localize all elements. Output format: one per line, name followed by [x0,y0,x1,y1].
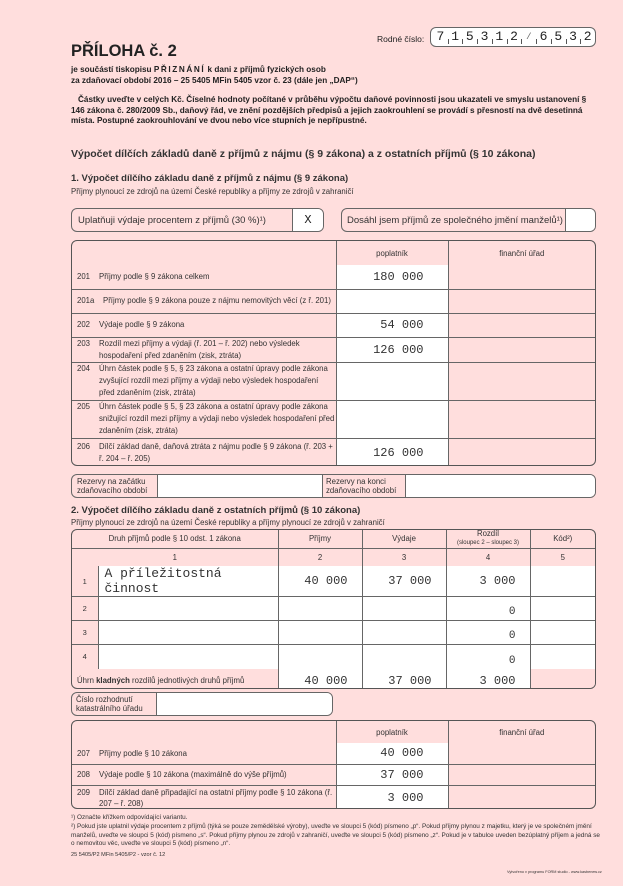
row-number: 206 [77,442,91,452]
kataster-label: Číslo rozhodnutí katastrálního úřadu [76,695,143,713]
row-value-poplatnik[interactable]: 37 000 [336,764,448,785]
table-row [72,438,595,466]
row-kod-input[interactable] [530,645,595,669]
row-vydaje-input[interactable] [362,645,446,669]
rodne-cislo-digit: 7 [436,29,445,44]
row-prijmy-input[interactable]: 40 000 [278,566,362,597]
section2-summary-table [71,720,596,809]
column-header-vydaje: Výdaje [362,530,446,548]
row-druh-input[interactable] [98,645,278,669]
total-label-bold: kladných [96,676,130,685]
rodne-cislo-digit: 1 [448,27,463,47]
row-prijmy-input[interactable] [278,597,362,621]
reserves-row [71,474,596,498]
table-row [72,566,595,597]
percent-expenses-checkbox[interactable]: X [292,209,323,231]
row-druh-input[interactable] [98,597,278,621]
column-header-poplatnik: poplatník [336,721,448,743]
row-value-poplatnik[interactable]: 126 000 [336,438,448,466]
table-row [72,265,595,289]
section1-table [71,240,596,466]
percent-expenses-option [71,208,324,232]
table-row [72,597,595,621]
total-label-pre: Úhrn [77,676,97,685]
row-druh-input[interactable] [98,621,278,645]
row-number: 2 [72,597,98,621]
form-title: PŘÍLOHA č. 2 [71,42,177,60]
row-vydaje-input[interactable] [362,621,446,645]
form-code: 25 5405/P2 MFin 5405/P2 - vzor č. 12 [71,852,166,858]
kataster-input[interactable] [156,693,332,715]
row-label [72,400,336,438]
column-number-4: 4 [446,548,530,566]
header-empty [72,241,336,265]
column-header-kod: Kód²) [530,530,595,548]
row-value-urad [448,289,595,313]
row-value-poplatnik[interactable]: 40 000 [336,743,448,764]
rodne-cislo-digit: 5 [551,27,566,47]
row-number: 207 [77,748,91,758]
rodne-cislo-digit: / [521,27,536,47]
column-header-druh: Druh příjmů podle § 10 odst. 1 zákona [72,530,278,548]
row-label [72,764,336,785]
row-number: 205 [77,402,91,411]
spouse-property-label: Dosáhl jsem příjmů ze společného jmění manželů¹) [347,214,563,226]
row-value-poplatnik[interactable] [336,362,448,400]
row-druh-input[interactable]: A příležitostná činnost [98,566,278,597]
row-number: 209 [77,787,91,797]
row-value-poplatnik[interactable]: 126 000 [336,337,448,362]
row-number: 204 [77,364,91,373]
row-value-poplatnik[interactable] [336,289,448,313]
rodne-cislo-digit: 2 [580,27,595,47]
row-value-poplatnik[interactable]: 54 000 [336,313,448,337]
row-rozdil-input[interactable]: 0 [446,645,530,669]
row-number: 3 [72,621,98,645]
footnote-2: ²) Pokud jste uplatnil výdaje procentem z příjmů (týká se pouze zemědělské výroby), uveďte ve sloupci 5 (kód) písmeno „p“. Pokud příjmy plynou z majetku, který je ve společném jmění manželů, uveďte ve sloupci 5 (kód) písmeno „s“. Pokud příjmy plynou ze zdrojů v zahraničí, uveďte ve sloupci 5 (kód) písmeno „z“. Pokud je v tabulce uveden bezúplatný příjem a jedná se o nemovitou věc, uveďte ve sloupci 5 (kód) písmeno „n“. [71,823,600,848]
total-label-post: rozdílů jednotlivých druhů příjmů [129,676,245,685]
row-vydaje-input[interactable]: 37 000 [362,566,446,597]
row-text: Výdaje podle § 9 zákona [99,320,185,329]
row-label [72,337,336,362]
row-label [72,265,336,289]
table-row [72,362,595,400]
row-value-poplatnik[interactable]: 3 000 [336,785,448,809]
row-value-urad [448,337,595,362]
table-row [72,764,595,785]
row-text: Dílčí základ daně, daňová ztráta z nájmu podle § 9 zákona (ř. 203 + ř. 204 – ř. 205) [99,442,333,464]
table-row [72,645,595,669]
row-rozdil-input[interactable]: 3 000 [446,566,530,597]
row-value-urad [448,785,595,809]
reserve-start-input[interactable] [157,475,323,497]
table-row [72,289,595,313]
row-label [72,362,336,400]
rodne-cislo-label: Rodné číslo: [377,34,425,44]
table-row [72,313,595,337]
reserve-end-label: Rezervy na konci zdaňovacího období [326,477,397,495]
column-number-3: 3 [362,548,446,566]
column-header-urad: finanční úřad [448,721,595,743]
row-prijmy-input[interactable] [278,645,362,669]
row-value-urad [448,362,595,400]
row-text: Příjmy podle § 10 zákona [99,748,187,758]
kataster-row [71,692,333,716]
rodne-cislo-digit: 6 [536,27,551,47]
table-row [72,400,595,438]
row-kod-input[interactable] [530,597,595,621]
row-value-urad [448,313,595,337]
column-number-1: 1 [72,548,278,566]
row-text: Rozdíl mezi příjmy a výdaji (ř. 201 – ř. 202) nebo výsledek hospodaření před zdaněním (zisk, ztráta) [99,338,300,360]
instructions-note: Částky uveďte v celých Kč. Číselné hodnoty počítané v průběhu výpočtu daňové povinnosti jsou ukazateli ve smyslu ustanovení § 146 zákona č. 280/2009 Sb., daňový řád, ve znění pozdějších předpisů a jejich zaokrouhlení se provádí s přesností na dvě desetinná místa. Postupné zaokrouhlování ve dvou nebo více stupních je nepřípustné. [71,95,587,125]
row-text: Úhrn částek podle § 5, § 23 zákona a ostatní úpravy podle zákona zvyšující rozdíl mezi příjmy a výdaji nebo výsledek hospodaření před zdaněním (zisk, ztráta) [99,364,328,397]
row-value-urad [448,743,595,764]
row-value-urad [448,400,595,438]
row-value-urad [448,438,595,466]
main-heading: Výpočet dílčích základů daně z příjmů z nájmu (§ 9 zákona) a z ostatních příjmů (§ 10 zákona) [71,148,536,160]
reserve-end-input[interactable] [405,475,595,497]
row-value-urad [448,764,595,785]
total-rozdil[interactable]: 3 000 [446,669,530,690]
footnote-1: ¹) Označte křížkem odpovídající variantu. [71,814,188,821]
header-empty [72,721,336,743]
row-number: 202 [77,320,91,329]
row-value-poplatnik[interactable] [336,400,448,438]
form-subtitle [71,64,358,86]
row-value-urad [448,265,595,289]
row-number: 201a [77,296,95,305]
row-number: 4 [72,645,98,669]
row-number: 208 [77,770,91,779]
subtitle-text-2: k dani z příjmů fyzických osob [205,65,326,74]
section2-heading: 2. Výpočet dílčího základu daně z ostatních příjmů (§ 10 zákona) [71,505,361,516]
column-header-prijmy: Příjmy [278,530,362,548]
row-number: 201 [77,271,91,281]
row-kod-input[interactable] [530,621,595,645]
total-vydaje[interactable]: 37 000 [362,669,446,690]
rodne-cislo-field[interactable] [430,27,596,47]
rodne-cislo-digit: 2 [507,27,522,47]
rodne-cislo-digit: 5 [462,27,477,47]
rodne-cislo-digit: 3 [566,27,581,47]
row-label [72,785,336,809]
row-text: Příjmy podle § 9 zákona pouze z nájmu nemovitých věcí (z ř. 201) [103,296,331,305]
reserve-start-label: Rezervy na začátku zdaňovacího období [77,477,148,495]
row-number: 203 [77,338,91,348]
rodne-cislo-digit: 1 [492,27,507,47]
percent-expenses-label: Uplatňuji výdaje procentem z příjmů (30 %)¹) [78,214,266,226]
row-text: Úhrn částek podle § 5, § 23 zákona a ostatní úpravy podle zákona snižující rozdíl mezi příjmy a výdaji nebo výsledek hospodaření před zdaněním (zisk, ztráta) [99,402,335,435]
row-label [72,438,336,466]
row-value-poplatnik[interactable]: 180 000 [336,265,448,289]
rozdil-sublabel: (sloupec 2 – sloupec 3) [456,540,520,547]
spouse-property-option [341,208,596,232]
row-number: 1 [72,566,98,597]
subtitle-text: je součástí tiskopisu [71,65,154,74]
credit-text: Vytvořeno v programu FORM studio - www.kasbenew.cz [507,870,602,874]
section2-table [71,529,596,689]
row-label [72,743,336,764]
row-rozdil-input[interactable]: 0 [446,597,530,621]
section1-heading: 1. Výpočet dílčího základu daně z příjmů z nájmu (§ 9 zákona) [71,173,349,184]
row-text: Výdaje podle § 10 zákona (maximálně do výše příjmů) [99,770,287,779]
subtitle-line-2: za zdaňovací období 2016 – 25 5405 MFin 5405 vzor č. 23 (dále jen „DAP“) [71,76,358,85]
subtitle-spaced: PŘIZNÁNÍ [153,65,206,74]
section1-subheading: Příjmy plynoucí ze zdrojů na území České republiky a příjmy ze zdrojů v zahraničí [71,187,354,196]
spouse-property-checkbox[interactable] [565,209,595,231]
total-label [72,669,278,690]
row-label [72,313,336,337]
row-rozdil-input[interactable]: 0 [446,621,530,645]
row-vydaje-input[interactable] [362,597,446,621]
row-prijmy-input[interactable] [278,621,362,645]
row-label [72,289,336,313]
column-header-rozdil [446,530,530,548]
column-number-2: 2 [278,548,362,566]
row-text: Příjmy podle § 9 zákona celkem [99,271,210,281]
rodne-cislo-digit: 3 [477,27,492,47]
row-text: Dílčí základ daně připadající na ostatní příjmy podle § 10 zákona (ř. 207 – ř. 208) [99,787,333,808]
total-prijmy[interactable]: 40 000 [278,669,362,690]
table-row [72,785,595,809]
column-header-poplatnik: poplatník [336,241,448,265]
column-header-urad: finanční úřad [448,241,595,265]
table-row [72,621,595,645]
total-kod [530,669,595,690]
table-row [72,337,595,362]
row-kod-input[interactable] [530,566,595,597]
rozdil-label: Rozdíl [476,529,500,539]
table-row [72,743,595,764]
column-number-5: 5 [530,548,595,566]
section2-subheading: Příjmy plynoucí ze zdrojů na území České republiky a příjmy plynoucí ze zdrojů v zahraničí [71,518,385,527]
